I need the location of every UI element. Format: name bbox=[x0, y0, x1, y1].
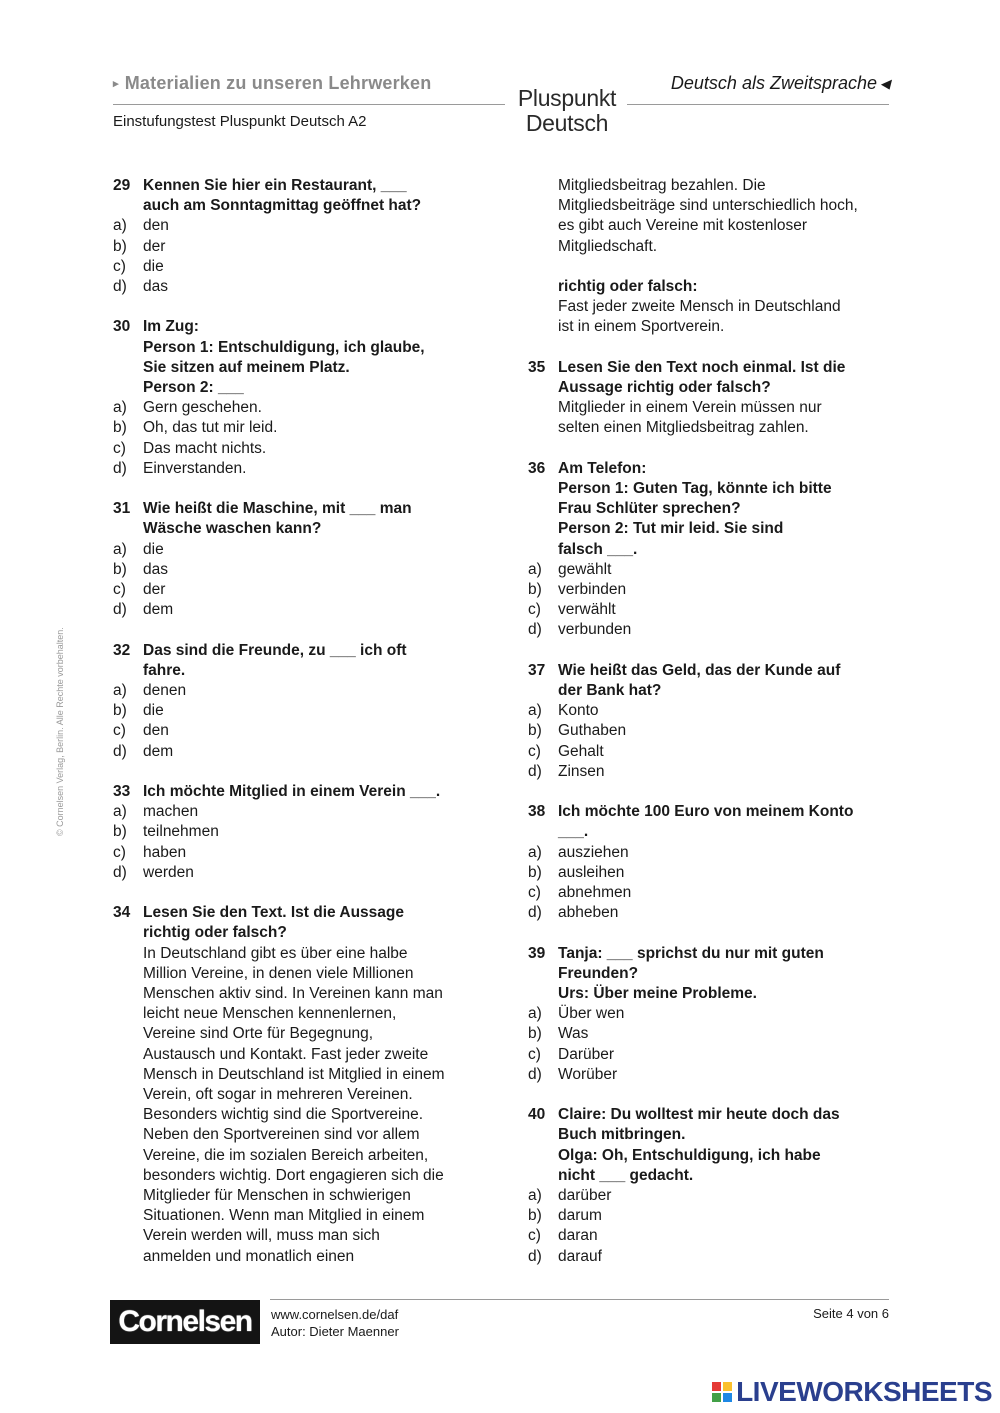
question-number: 34 bbox=[113, 904, 131, 922]
header-right-title-text: Deutsch als Zweitsprache bbox=[670, 73, 877, 93]
option[interactable] bbox=[528, 560, 898, 580]
option-text: haben bbox=[143, 843, 187, 861]
option-label: a) bbox=[113, 217, 127, 235]
option-label: b) bbox=[113, 702, 127, 720]
option-label: b) bbox=[113, 823, 127, 841]
option-text: Darüber bbox=[558, 1045, 614, 1063]
footer-url[interactable]: www.cornelsen.de/daf bbox=[271, 1307, 399, 1322]
option[interactable] bbox=[528, 620, 898, 640]
option[interactable] bbox=[113, 802, 483, 822]
question-31 bbox=[113, 499, 483, 620]
question-30 bbox=[113, 317, 483, 479]
reading-text-line: Neben den Sportvereinen sind vor allem bbox=[143, 1126, 420, 1144]
option[interactable] bbox=[113, 560, 483, 580]
question-34-continued bbox=[528, 176, 898, 338]
question-stem: Kennen Sie hier ein Restaurant, ___ bbox=[143, 177, 407, 194]
option-label: c) bbox=[528, 601, 541, 619]
question-stem: Person 2: Tut mir leid. Sie sind bbox=[558, 520, 784, 538]
option[interactable] bbox=[113, 580, 483, 600]
option-text: Oh, das tut mir leid. bbox=[143, 419, 278, 437]
question-number: 31 bbox=[113, 500, 131, 518]
question-number: 39 bbox=[528, 944, 546, 962]
option-text: die bbox=[143, 257, 164, 275]
question-stem: Buch mitbringen. bbox=[558, 1126, 686, 1144]
option-text: ausleihen bbox=[558, 863, 625, 881]
header-left-title bbox=[113, 73, 431, 94]
option-text: Gehalt bbox=[558, 742, 604, 760]
option-label: d) bbox=[113, 459, 127, 477]
option-label: d) bbox=[113, 863, 127, 881]
question-stem: Im Zug: bbox=[143, 318, 199, 336]
option[interactable] bbox=[528, 1247, 898, 1267]
question-29 bbox=[113, 176, 483, 297]
reading-text-line: Besonders wichtig sind die Sportvereine. bbox=[143, 1106, 424, 1124]
option-text: Zinsen bbox=[558, 762, 605, 780]
option-text: abnehmen bbox=[558, 884, 632, 902]
option-text: Worüber bbox=[558, 1065, 618, 1083]
option-text: der bbox=[143, 581, 166, 599]
option[interactable] bbox=[113, 418, 483, 438]
option[interactable] bbox=[113, 277, 483, 297]
page-number: Seite 4 von 6 bbox=[813, 1306, 889, 1321]
reading-text-line: Situationen. Wenn man Mitglied in einem bbox=[143, 1207, 425, 1225]
option-label: a) bbox=[113, 399, 127, 417]
option-text: verbunden bbox=[558, 621, 632, 639]
option[interactable] bbox=[113, 540, 483, 560]
option-text: Konto bbox=[558, 702, 599, 720]
reading-text-line: Mitgliedschaft. bbox=[558, 237, 658, 255]
option-text: gewählt bbox=[558, 560, 612, 578]
question-stem: Ich möchte 100 Euro von meinem Konto bbox=[558, 803, 854, 821]
option[interactable] bbox=[528, 1206, 898, 1226]
copyright-note: © Cornelsen Verlag, Berlin. Alle Rechte vorbehalten. bbox=[55, 627, 65, 836]
option[interactable] bbox=[113, 742, 483, 762]
option-label: b) bbox=[528, 722, 542, 740]
question-number: 37 bbox=[528, 661, 546, 679]
option-label: a) bbox=[528, 843, 542, 861]
option-label: b) bbox=[113, 560, 127, 578]
reading-text-line: es gibt auch Vereine mit kostenloser bbox=[558, 217, 807, 235]
option[interactable] bbox=[113, 843, 483, 863]
header-rule-right bbox=[627, 104, 889, 105]
option[interactable] bbox=[528, 701, 898, 721]
option-label: a) bbox=[528, 1005, 542, 1023]
option-label: a) bbox=[113, 803, 127, 821]
question-number: 40 bbox=[528, 1106, 546, 1124]
option[interactable] bbox=[528, 883, 898, 903]
question-36 bbox=[528, 459, 898, 641]
statement-line: Mitglieder in einem Verein müssen nur bbox=[558, 399, 822, 417]
option-text: darauf bbox=[558, 1247, 602, 1265]
logo-line2: Deutsch bbox=[525, 110, 609, 136]
option[interactable] bbox=[528, 863, 898, 883]
option-label: c) bbox=[113, 439, 126, 457]
question-stem: Wie heißt die Maschine, mit ___ man bbox=[143, 500, 412, 518]
question-stem: Wäsche waschen kann? bbox=[143, 520, 322, 538]
option[interactable] bbox=[113, 237, 483, 257]
option[interactable] bbox=[528, 843, 898, 863]
question-stem: nicht ___ gedacht. bbox=[558, 1166, 694, 1184]
option-text: Einverstanden. bbox=[143, 459, 247, 477]
question-stem: der Bank hat? bbox=[558, 682, 662, 700]
question-number: 30 bbox=[113, 318, 131, 336]
question-number: 36 bbox=[528, 459, 546, 477]
option-label: b) bbox=[528, 863, 542, 881]
option-label: c) bbox=[528, 1227, 541, 1245]
question-number: 32 bbox=[113, 641, 131, 659]
option[interactable] bbox=[528, 1024, 898, 1044]
option-label: a) bbox=[528, 1187, 542, 1205]
option-text: abheben bbox=[558, 904, 619, 922]
option[interactable] bbox=[113, 863, 483, 883]
option-text: den bbox=[143, 722, 169, 740]
option-text: Das macht nichts. bbox=[143, 439, 267, 457]
reading-text-line: leicht neue Menschen kennenlernen, bbox=[143, 1005, 397, 1023]
logo-line1: Pluspunkt bbox=[517, 85, 617, 111]
option-text: das bbox=[143, 560, 168, 578]
option-label: d) bbox=[528, 1247, 542, 1265]
question-33 bbox=[113, 782, 483, 883]
reading-text-line: Austausch und Kontakt. Fast jeder zweite bbox=[143, 1045, 429, 1063]
option[interactable] bbox=[528, 742, 898, 762]
question-stem: Aussage richtig oder falsch? bbox=[558, 379, 771, 396]
option-text: ausziehen bbox=[558, 843, 629, 861]
question-stem: Lesen Sie den Text. Ist die Aussage bbox=[143, 904, 405, 922]
option-text: machen bbox=[143, 803, 199, 821]
option[interactable] bbox=[113, 459, 483, 479]
option-text: Guthaben bbox=[558, 722, 627, 740]
option-label: d) bbox=[528, 621, 542, 639]
liveworksheets-watermark bbox=[712, 1376, 992, 1408]
question-38 bbox=[528, 802, 898, 923]
question-stem: falsch ___. bbox=[558, 540, 638, 558]
option-label: c) bbox=[528, 884, 541, 902]
option-text: verwählt bbox=[558, 601, 616, 619]
option[interactable] bbox=[528, 580, 898, 600]
option-text: darüber bbox=[558, 1187, 612, 1205]
statement-line: Fast jeder zweite Mensch in Deutschland bbox=[558, 298, 841, 316]
question-stem: Ich möchte Mitglied in einem Verein ___. bbox=[143, 783, 441, 801]
header-right-title bbox=[671, 73, 890, 94]
question-34 bbox=[113, 903, 483, 1267]
question-stem: ___. bbox=[558, 823, 589, 841]
reading-text-line: Vereine, die im sozialen Bereich arbeiten, bbox=[143, 1146, 429, 1164]
option-label: b) bbox=[528, 1025, 542, 1043]
option-text: den bbox=[143, 217, 169, 235]
option-label: c) bbox=[113, 581, 126, 599]
option[interactable] bbox=[528, 1004, 898, 1024]
reading-text-line: Million Vereine, in denen viele Millionen bbox=[143, 964, 414, 982]
question-stem: Wie heißt das Geld, das der Kunde auf bbox=[558, 661, 841, 679]
option[interactable] bbox=[113, 600, 483, 620]
option[interactable] bbox=[528, 1065, 898, 1085]
question-stem: Am Telefon: bbox=[558, 459, 647, 477]
question-stem: Freunden? bbox=[558, 964, 639, 982]
reading-text-line: Verein werden will, muss man sich bbox=[143, 1227, 380, 1245]
option-label: d) bbox=[528, 1065, 542, 1083]
question-stem: richtig oder falsch? bbox=[143, 924, 287, 942]
question-stem: Sie sitzen auf meinem Platz. bbox=[143, 358, 350, 376]
reading-text-line: besonders wichtig. Dort engagieren sich die bbox=[143, 1166, 444, 1184]
reading-text-line: Menschen aktiv sind. In Vereinen kann man bbox=[143, 985, 443, 1003]
question-number: 35 bbox=[528, 358, 546, 376]
option[interactable] bbox=[528, 721, 898, 741]
option[interactable] bbox=[113, 681, 483, 701]
option-label: a) bbox=[113, 540, 127, 558]
question-number: 29 bbox=[113, 177, 131, 194]
option[interactable] bbox=[113, 398, 483, 418]
option-text: darum bbox=[558, 1207, 602, 1225]
option-label: a) bbox=[528, 560, 542, 578]
option-label: c) bbox=[113, 722, 126, 740]
reading-text-line: Mitgliedsbeiträge sind unterschiedlich hoch, bbox=[558, 197, 858, 215]
option-label: c) bbox=[528, 1045, 541, 1063]
option[interactable] bbox=[113, 822, 483, 842]
question-stem: fahre. bbox=[143, 661, 186, 679]
reading-text-line: Verein, oft sogar in mehreren Vereinen. bbox=[143, 1086, 413, 1104]
question-32 bbox=[113, 641, 483, 762]
option-label: a) bbox=[113, 682, 127, 700]
header-left-title-text: Materialien zu unseren Lehrwerken bbox=[124, 73, 432, 93]
question-39 bbox=[528, 944, 898, 1085]
option[interactable] bbox=[113, 216, 483, 236]
option-text: Was bbox=[558, 1025, 589, 1043]
left-column bbox=[113, 176, 483, 1287]
question-stem: Tanja: ___ sprichst du nur mit guten bbox=[558, 944, 824, 962]
option-text: daran bbox=[558, 1227, 598, 1245]
option[interactable] bbox=[113, 721, 483, 741]
reading-text-line: Vereine sind Orte für Begegnung, bbox=[143, 1025, 374, 1043]
page-subtitle: Einstufungstest Pluspunkt Deutsch A2 bbox=[113, 113, 367, 130]
question-40 bbox=[528, 1105, 898, 1267]
option-label: b) bbox=[113, 237, 127, 255]
option-label: c) bbox=[528, 742, 541, 760]
option[interactable] bbox=[528, 600, 898, 620]
option-label: d) bbox=[113, 601, 127, 619]
footer-rule bbox=[270, 1299, 889, 1300]
option-label: d) bbox=[528, 762, 542, 780]
question-stem: Person 2: ___ bbox=[143, 379, 244, 397]
option-text: verbinden bbox=[558, 581, 627, 599]
footer-info bbox=[271, 1306, 399, 1340]
option[interactable] bbox=[528, 1186, 898, 1206]
option-label: a) bbox=[528, 702, 542, 720]
option[interactable] bbox=[113, 257, 483, 277]
option-label: d) bbox=[528, 904, 542, 922]
reading-text-line: Mitglieder für Menschen in schwierigen bbox=[143, 1187, 411, 1205]
option-text: das bbox=[143, 278, 168, 296]
option[interactable] bbox=[528, 903, 898, 923]
option-label: d) bbox=[113, 742, 127, 760]
reading-text-line: In Deutschland gibt es über eine halbe bbox=[143, 944, 408, 962]
option-label: c) bbox=[113, 257, 126, 275]
option-text: Über wen bbox=[558, 1005, 625, 1023]
pluspunkt-logo bbox=[507, 86, 627, 136]
question-35 bbox=[528, 358, 898, 439]
right-column bbox=[528, 176, 898, 1287]
option[interactable] bbox=[113, 439, 483, 459]
option-text: werden bbox=[143, 863, 194, 881]
question-number: 38 bbox=[528, 803, 546, 821]
reading-text-line: Mitgliedsbeitrag bezahlen. Die bbox=[558, 177, 766, 194]
option-text: Gern geschehen. bbox=[143, 399, 262, 417]
header-rule-left bbox=[113, 104, 505, 105]
reading-text-line: anmelden und monatlich einen bbox=[143, 1247, 355, 1265]
footer-author: Autor: Dieter Maenner bbox=[271, 1324, 399, 1339]
question-37 bbox=[528, 661, 898, 782]
question-stem: Urs: Über meine Probleme. bbox=[558, 985, 757, 1003]
option-text: dem bbox=[143, 601, 174, 619]
option[interactable] bbox=[528, 762, 898, 782]
question-stem: auch am Sonntagmittag geöffnet hat? bbox=[143, 197, 422, 215]
statement-line: selten einen Mitgliedsbeitrag zahlen. bbox=[558, 419, 809, 437]
question-stem: Person 1: Entschuldigung, ich glaube, bbox=[143, 338, 425, 356]
option-label: c) bbox=[113, 843, 126, 861]
option-text: dem bbox=[143, 742, 174, 760]
statement-line: ist in einem Sportverein. bbox=[558, 318, 725, 336]
question-stem: Olga: Oh, Entschuldigung, ich habe bbox=[558, 1146, 821, 1164]
question-stem: Claire: Du wolltest mir heute doch das bbox=[558, 1106, 840, 1124]
question-stem: Das sind die Freunde, zu ___ ich oft bbox=[143, 641, 407, 659]
triangle-left-icon: ◀ bbox=[880, 76, 890, 91]
option-text: denen bbox=[143, 682, 187, 700]
liveworksheets-logo-icon bbox=[712, 1382, 732, 1402]
option-label: b) bbox=[528, 581, 542, 599]
option[interactable] bbox=[113, 701, 483, 721]
option-text: die bbox=[143, 540, 164, 558]
triangle-right-icon: ▸ bbox=[113, 78, 119, 90]
option[interactable] bbox=[528, 1045, 898, 1065]
question-stem: Person 1: Guten Tag, könnte ich bitte bbox=[558, 480, 832, 497]
true-false-label: richtig oder falsch: bbox=[558, 278, 698, 295]
cornelsen-logo: Cornelsen bbox=[110, 1300, 260, 1344]
option-label: b) bbox=[113, 419, 127, 437]
watermark-text: LIVEWORKSHEETS bbox=[736, 1376, 992, 1407]
question-stem: Frau Schlüter sprechen? bbox=[558, 500, 741, 518]
option-label: d) bbox=[113, 278, 127, 296]
option-text: teilnehmen bbox=[143, 823, 219, 841]
option-text: die bbox=[143, 702, 164, 720]
option[interactable] bbox=[528, 1226, 898, 1246]
reading-text-line: Mensch in Deutschland ist Mitglied in einem bbox=[143, 1065, 445, 1083]
option-label: b) bbox=[528, 1207, 542, 1225]
option-text: der bbox=[143, 237, 166, 255]
question-stem: Lesen Sie den Text noch einmal. Ist die bbox=[558, 358, 846, 376]
question-number: 33 bbox=[113, 783, 131, 801]
